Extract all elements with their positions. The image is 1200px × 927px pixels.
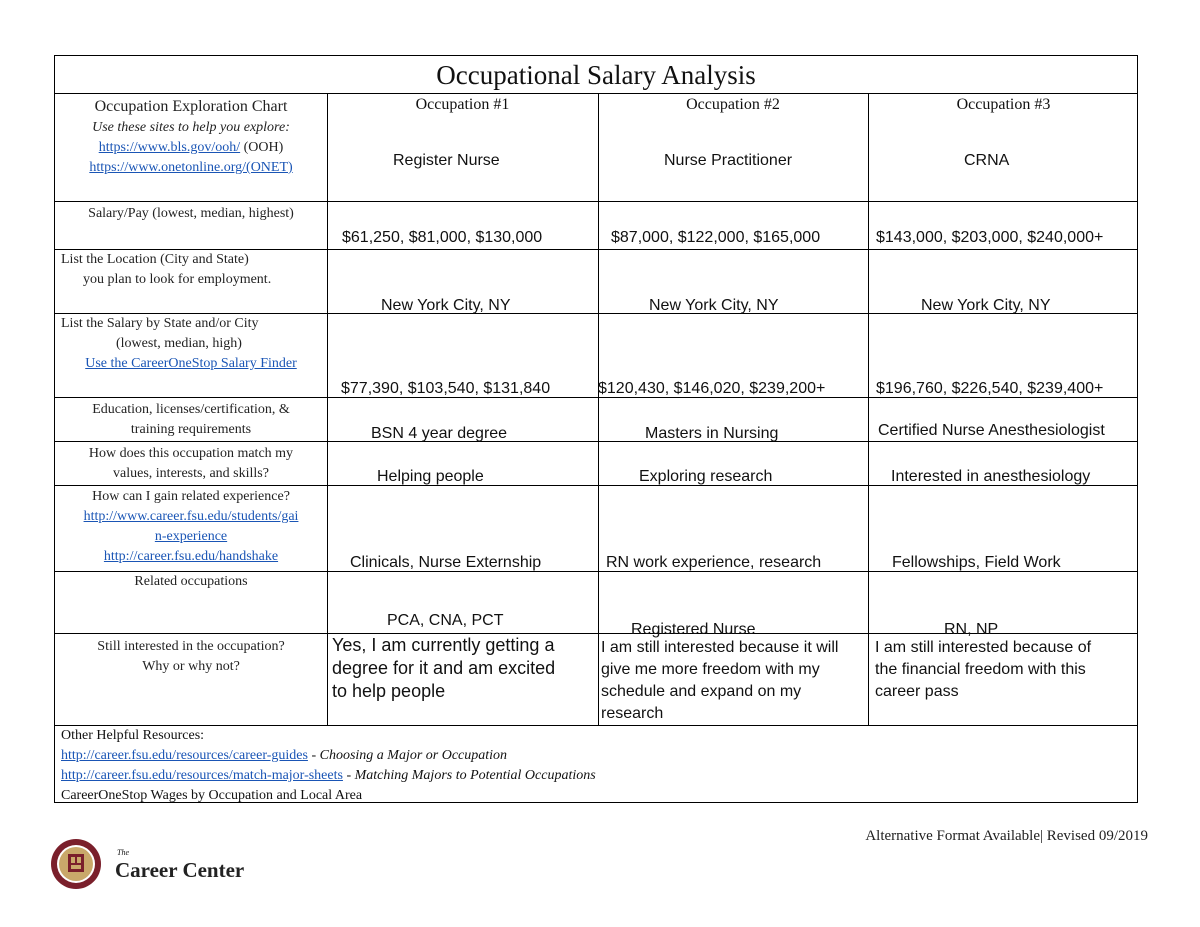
page-title: Occupational Salary Analysis (55, 56, 1137, 94)
salary-label: Salary/Pay (lowest, median, highest) (88, 206, 294, 221)
state-salary-occ3: $196,760, $226,540, $239,400+ (876, 380, 1104, 397)
education-label (55, 400, 327, 440)
ooh-line (55, 138, 327, 158)
row-divider (55, 201, 1137, 202)
resource-line-2 (61, 766, 596, 786)
state-salary-label-line-1: List the Salary by State and/or City (61, 316, 259, 331)
revised-note: Alternative Format Available| Revised 09/2019 (865, 828, 1148, 844)
row-divider (55, 725, 1137, 726)
salary-analysis-sheet (54, 55, 1138, 803)
fsu-seal-icon (50, 838, 102, 890)
related-label: Related occupations (134, 574, 248, 589)
state-salary-label-line-2: (lowest, median, high) (116, 336, 242, 351)
interested-occ1: Yes, I am currently getting a degree for it and am excited to help people (332, 635, 556, 701)
occupation-2-label: Occupation #2 (686, 96, 780, 113)
match-occ3: Interested in anesthesiology (891, 468, 1091, 485)
occupation-1-name: Register Nurse (393, 152, 500, 169)
occupation-2-header (598, 94, 868, 201)
ooh-link[interactable]: https://www.bls.gov/ooh/ (98, 140, 241, 155)
interested-label-line-2: Why or why not? (142, 659, 240, 674)
career-center-logo-text: Career Center (115, 858, 245, 882)
resource-line-1 (61, 746, 507, 766)
gain-experience-link[interactable]: http://www.career.fsu.edu/students/gai (83, 509, 299, 524)
related-occ1: PCA, CNA, PCT (387, 612, 504, 629)
onet-link[interactable]: https://www.onetonline.org/(ONET) (89, 160, 293, 175)
match-label (55, 444, 327, 484)
match-major-desc: - Matching Majors to Potential Occupations (342, 768, 596, 783)
experience-occ2: RN work experience, research (606, 554, 822, 571)
occupation-1-label: Occupation #1 (415, 96, 510, 113)
interested-occ3: I am still interested because of the financial freedom with this career pass (875, 639, 1092, 700)
row-divider (55, 441, 1137, 442)
career-guides-link[interactable]: http://career.fsu.edu/resources/career-guides (61, 748, 308, 763)
education-occ1: BSN 4 year degree (371, 425, 508, 442)
match-label-line-1: How does this occupation match my (88, 446, 294, 461)
location-label-line-2: you plan to look for employment. (83, 272, 272, 287)
location-label-line-1: List the Location (City and State) (61, 252, 249, 267)
interested-label (55, 637, 327, 677)
match-occ1: Helping people (377, 468, 484, 485)
education-label-line-1: Education, licenses/certification, & (92, 402, 290, 417)
salary-occ3: $143,000, $203,000, $240,000+ (876, 229, 1104, 246)
state-salary-label (55, 314, 303, 374)
education-label-line-2: training requirements (130, 422, 252, 437)
state-salary-occ1: $77,390, $103,540, $131,840 (341, 380, 551, 397)
related-occ2: Registered Nurse (631, 621, 756, 638)
experience-occ3: Fellowships, Field Work (892, 554, 1061, 571)
state-salary-occ2: $120,430, $146,020, $239,200+ (598, 380, 826, 397)
experience-occ1: Clinicals, Nurse Externship (350, 554, 542, 571)
salary-occ2: $87,000, $122,000, $165,000 (611, 229, 821, 246)
occupation-1-header (327, 94, 598, 201)
gain-experience-link-cont[interactable]: n-experience (154, 529, 228, 544)
salary-finder-link[interactable]: Use the CareerOneStop Salary Finder (85, 356, 297, 371)
match-major-link[interactable]: http://career.fsu.edu/resources/match-major-sheets (61, 768, 343, 783)
education-occ2: Masters in Nursing (645, 425, 779, 442)
resources-heading: Other Helpful Resources: (61, 728, 205, 743)
interested-label-line-1: Still interested in the occupation? (97, 639, 285, 654)
education-occ3: Certified Nurse Anesthesiologist (878, 422, 1105, 439)
experience-label (55, 487, 327, 567)
chart-heading: Occupation Exploration Chart (94, 98, 288, 115)
logo-the-text: The (117, 848, 129, 857)
interested-occ2: I am still interested because it will give me more freedom with my schedule and expand on my research (601, 639, 839, 722)
location-occ3: New York City, NY (921, 297, 1051, 314)
location-label (61, 250, 327, 290)
location-occ2: New York City, NY (649, 297, 779, 314)
career-guides-desc: - Choosing a Major or Occupation (307, 748, 508, 763)
location-occ1: New York City, NY (381, 297, 511, 314)
handshake-link[interactable]: http://career.fsu.edu/handshake (103, 549, 279, 564)
occupation-3-label: Occupation #3 (956, 96, 1051, 113)
salary-occ1: $61,250, $81,000, $130,000 (342, 229, 543, 246)
instruction-text: Use these sites to help you explore: (92, 120, 290, 135)
ooh-suffix: (OOH) (240, 140, 284, 155)
chart-info-cell (55, 96, 327, 178)
resource-line-3: CareerOneStop Wages by Occupation and Local Area (61, 788, 363, 803)
occupation-2-name: Nurse Practitioner (664, 152, 793, 169)
occupation-3-name: CRNA (964, 152, 1010, 169)
occupation-3-header (868, 94, 1139, 201)
related-occ3: RN, NP (944, 621, 999, 638)
match-label-line-2: values, interests, and skills? (113, 466, 269, 481)
match-occ2: Exploring research (639, 468, 773, 485)
experience-label-line-1: How can I gain related experience? (92, 489, 290, 504)
